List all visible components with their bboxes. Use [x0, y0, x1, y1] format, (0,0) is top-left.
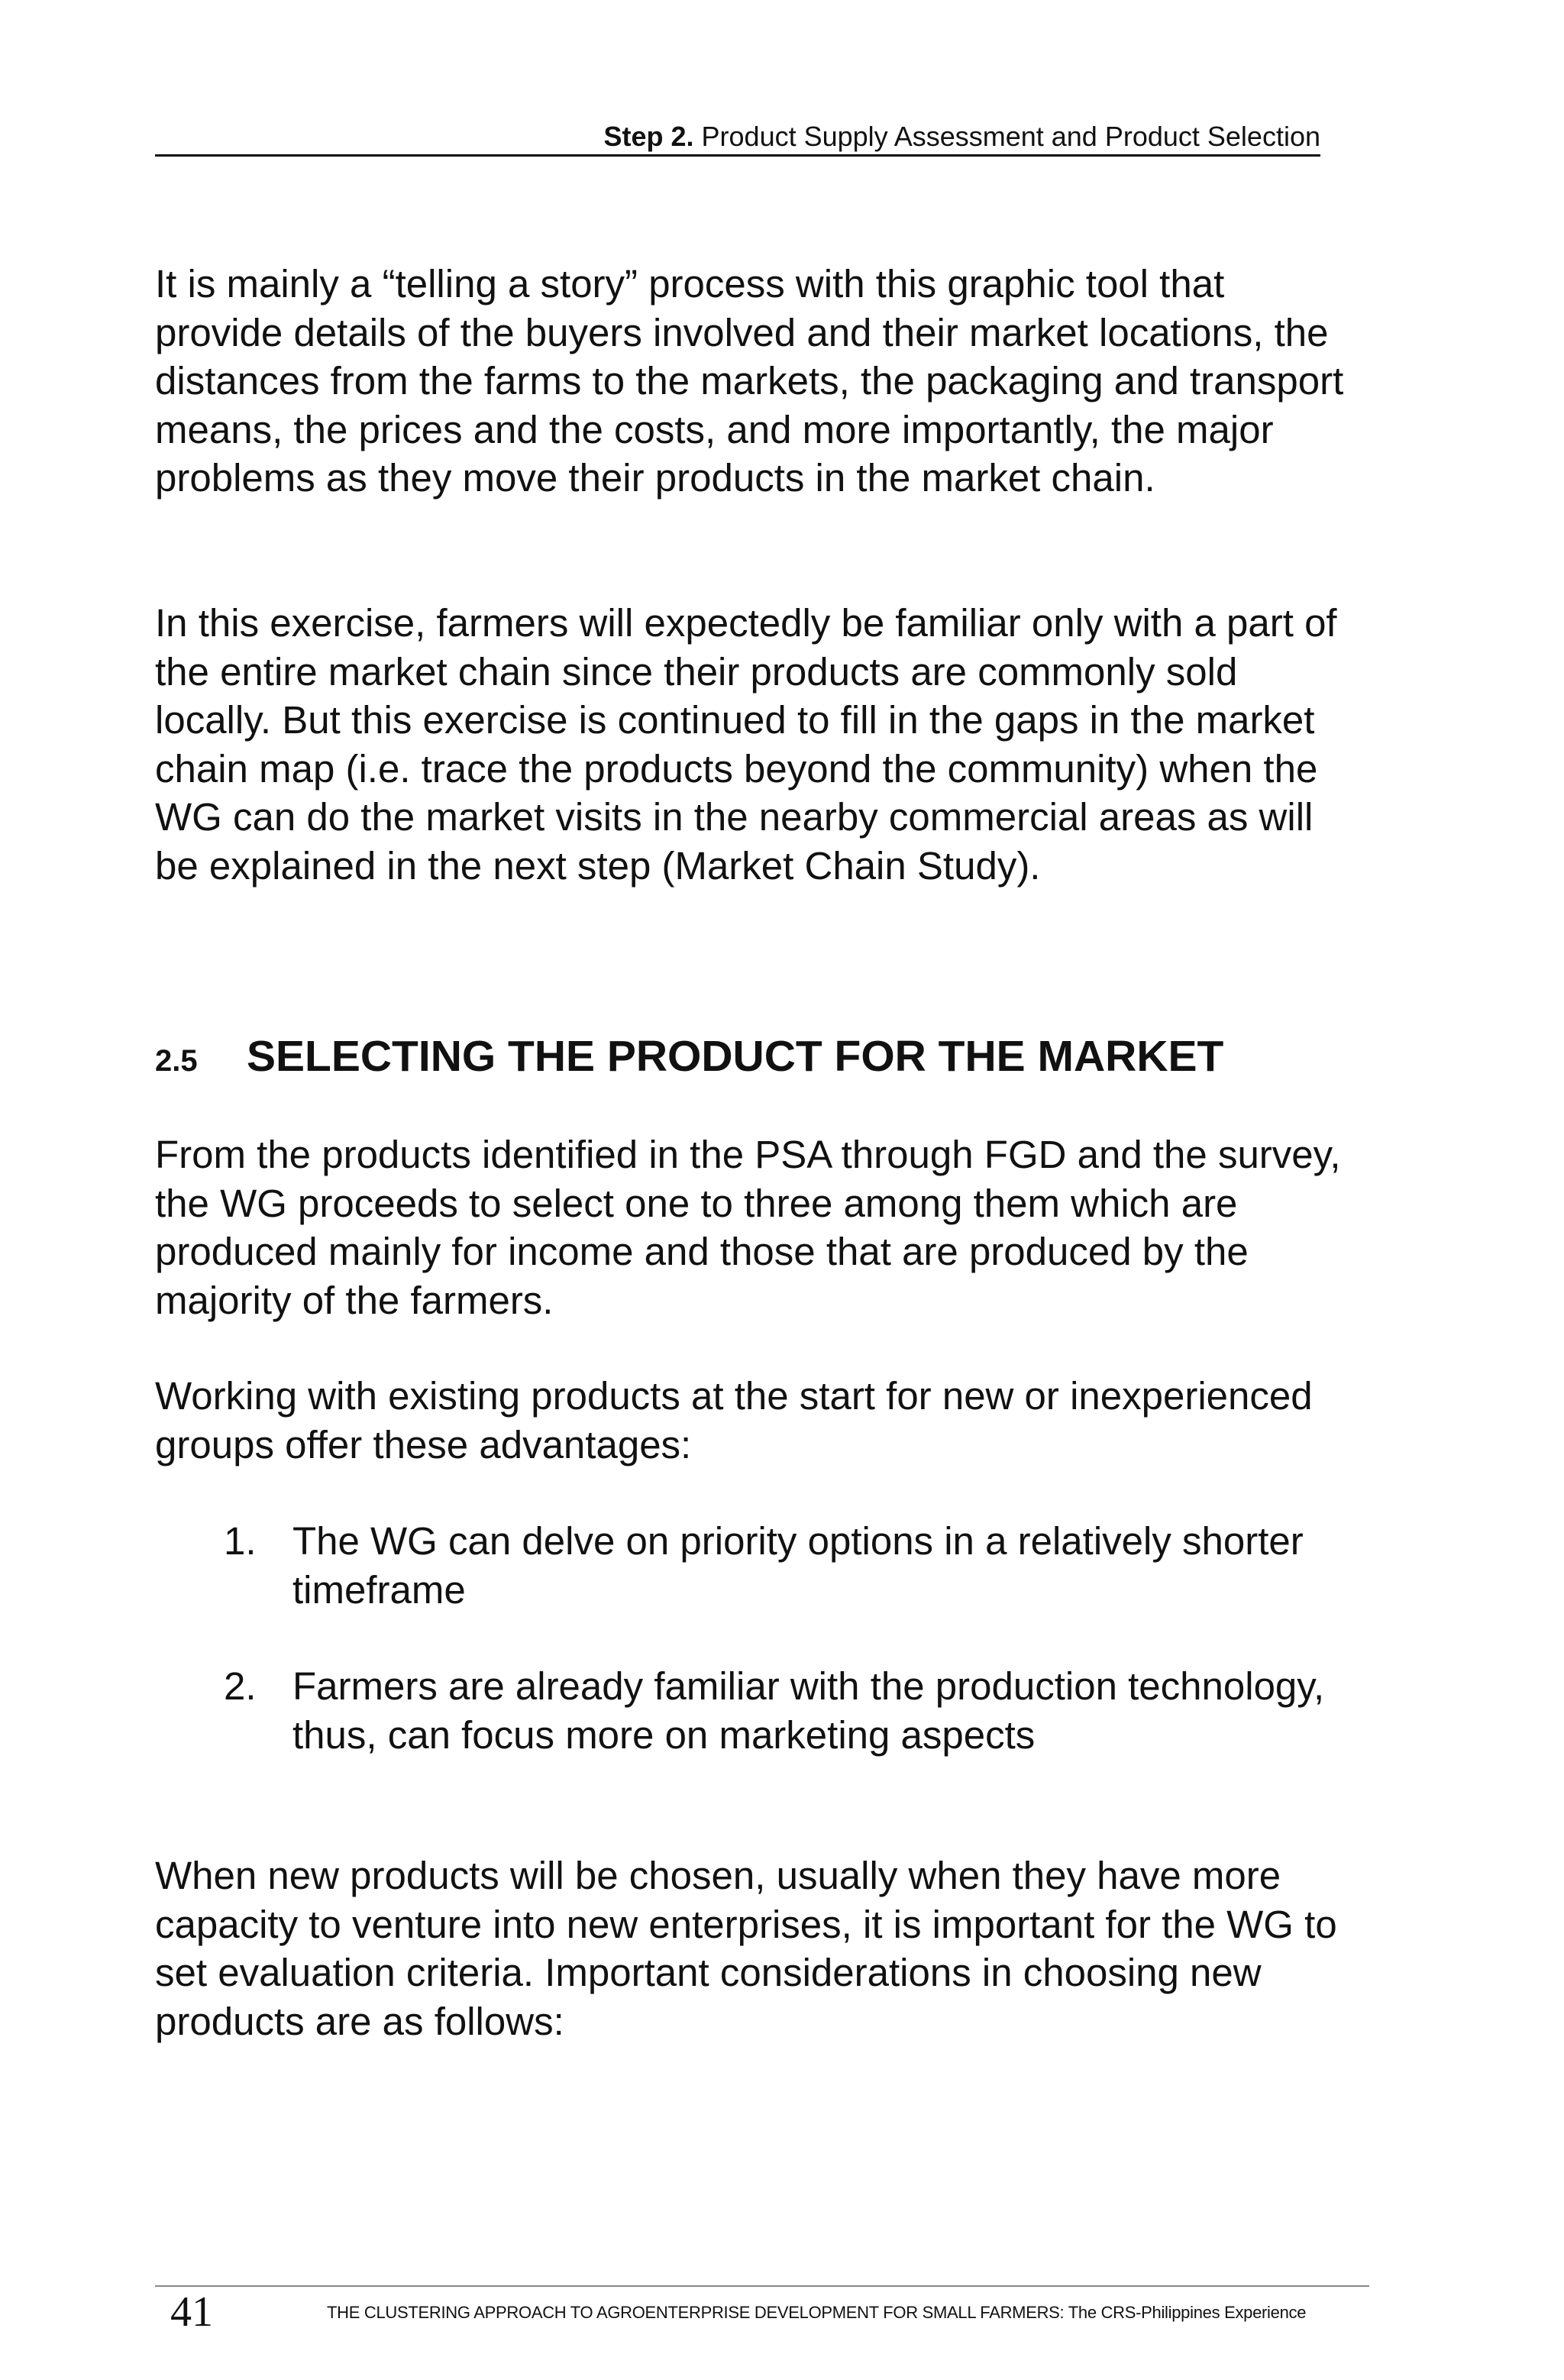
page-footer: [155, 2285, 1369, 2340]
advantages-list-continued: [155, 1662, 1346, 1759]
list-item: [155, 1517, 1346, 1614]
list-item: [155, 1662, 1346, 1759]
list-item-text: The WG can delve on priority options in a relatively shorter timeframe: [292, 1519, 1304, 1612]
paragraph-product-selection: From the products identified in the PSA through FGD and the survey, the WG proceeds to select one to three among them which are produced mainly for income and those that are produced by the majority of the farmers.: [155, 1133, 1341, 1322]
advantages-list: [155, 1517, 1346, 1614]
list-item-text: Farmers are already familiar with the production technology, thus, can focus more on marketing aspects: [292, 1664, 1325, 1757]
section-heading: [155, 1030, 1223, 1092]
section-title: SELECTING THE PRODUCT FOR THE MARKET: [247, 1032, 1224, 1081]
page-number: 41: [170, 2288, 213, 2336]
header-step-label: Step 2.: [603, 121, 694, 152]
section-number: 2.5: [155, 1044, 198, 1078]
header-step-title: Product Supply Assessment and Product Selection: [701, 121, 1320, 152]
running-header: [155, 119, 1320, 157]
paragraph-new-products: When new products will be chosen, usually when they have more capacity to venture into new enterprises, it is important for the WG to set evaluation criteria. Important considerations in choosing new products are as follows:: [155, 1854, 1337, 2043]
book-title: THE CLUSTERING APPROACH TO AGROENTERPRISE DEVELOPMENT FOR SMALL FARMERS: The CRS-Philippines Experience: [327, 2303, 1307, 2322]
list-marker: 1.: [224, 1519, 257, 1563]
list-marker: 2.: [224, 1664, 257, 1708]
paragraph-existing-products: Working with existing products at the start for new or inexperienced groups offer these advantages:: [155, 1374, 1313, 1466]
paragraph-story-process: It is mainly a “telling a story” process with this graphic tool that provide details of the buyers involved and their market locations, the distances from the farms to the markets, the packaging and transport means, the prices and the costs, and more importantly, the major problems as they move their products in the market chain.: [155, 262, 1344, 500]
paragraph-exercise: In this exercise, farmers will expectedly be familiar only with a part of the entire market chain since their products are commonly sold locally. But this exercise is continued to fill in the gaps in the market chain map (i.e. trace the products beyond the community) when the WG can do the market visits in the nearby commercial areas as will be explained in the next step (Market Chain Study).: [155, 601, 1337, 888]
